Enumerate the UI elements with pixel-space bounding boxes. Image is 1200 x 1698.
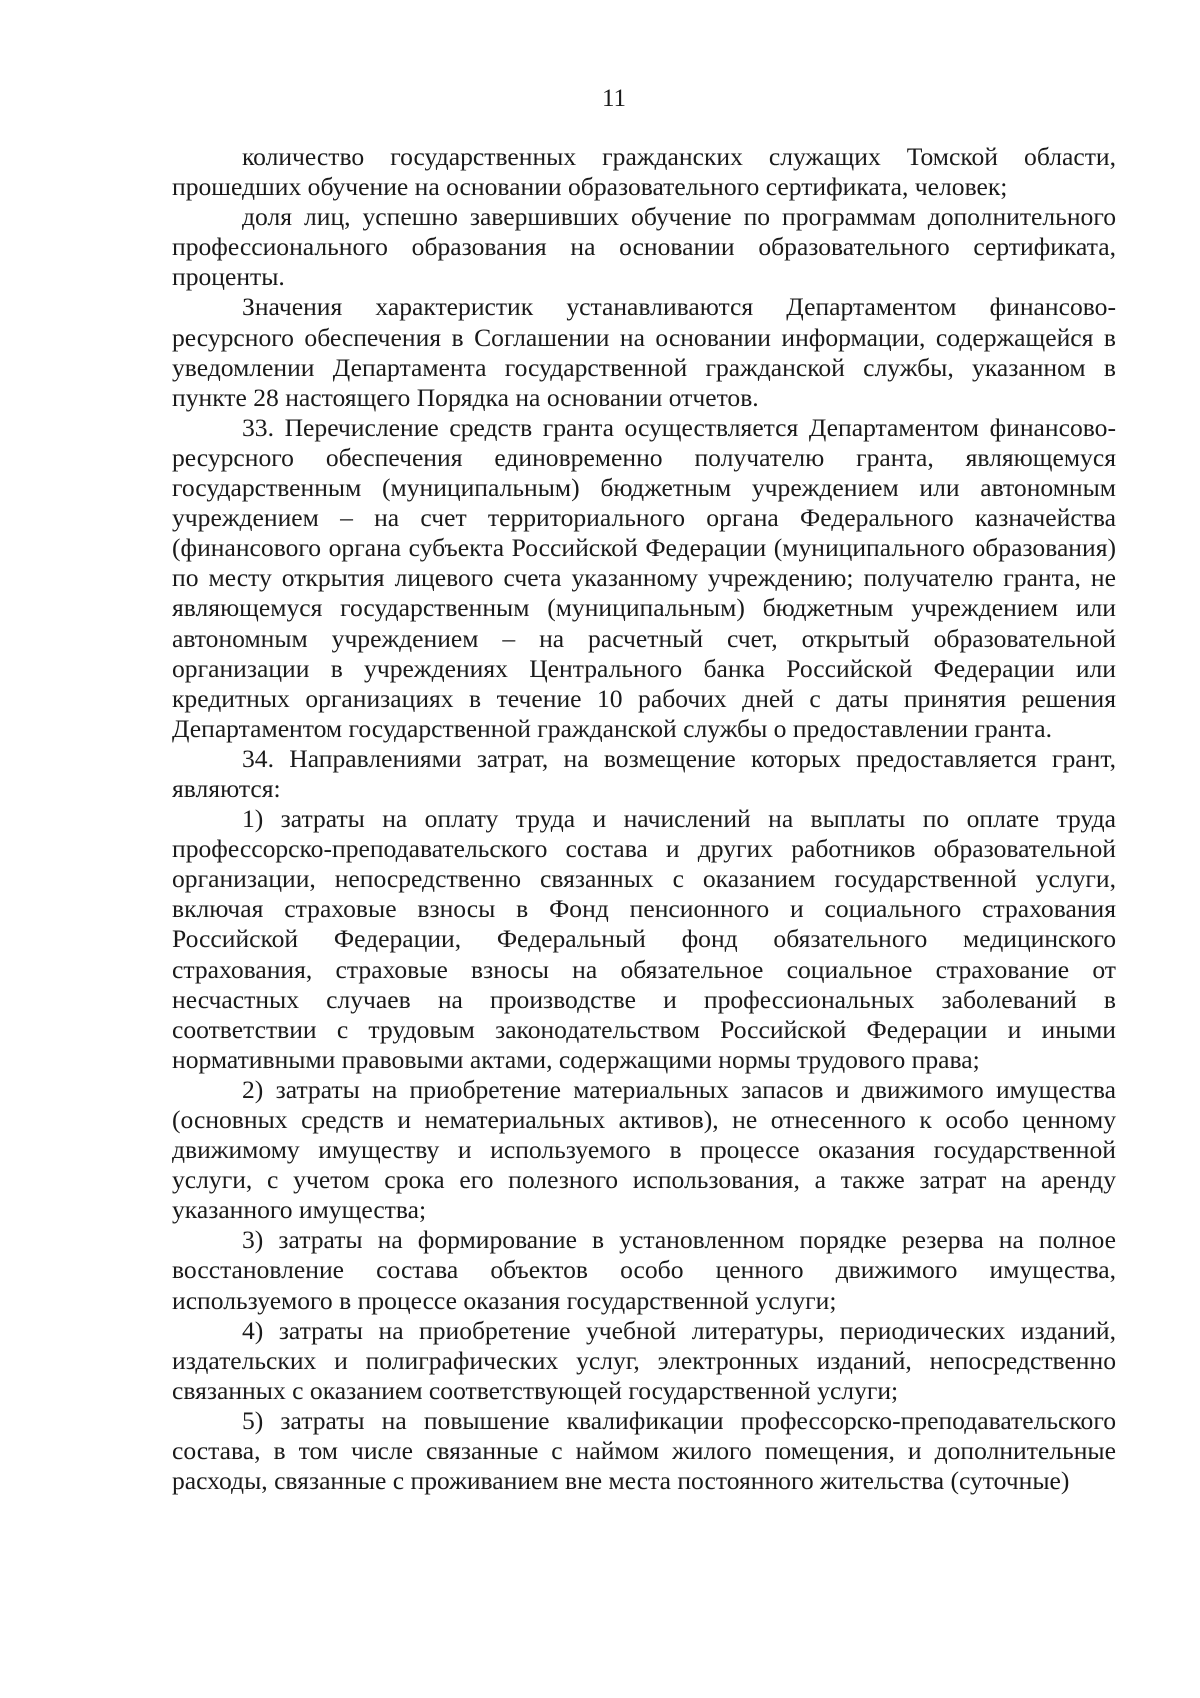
- paragraph-clause-33: 33. Перечисление средств гранта осуществляется Департаментом финансово-ресурсного обеспечения единовременно получателю гранта, являющемуся государственным (муниципальным) бюджетным учреждением или автономным учреждением – на счет территориального органа Федерального казначейства (финансового органа субъекта Российской Федерации (муниципального образования) по месту открытия лицевого счета указанному учреждению; получателю гранта, не являющемуся государственным (муниципальным) бюджетным учреждением или автономным учреждением – на расчетный счет, открытый образовательной организации в учреждениях Центрального банка Российской Федерации или кредитных организациях в течение 10 рабочих дней с даты принятия решения Департаментом государственной гражданской службы о предоставлении гранта.: [172, 412, 1116, 743]
- paragraph-item-1: 1) затраты на оплату труда и начислений на выплаты по оплате труда профессорско-преподавательского состава и других работников образовательной организации, непосредственно связанных с оказанием государственной услуги, включая страховые взносы в Фонд пенсионного и социального страхования Российской Федерации, Федеральный фонд обязательного медицинского страхования, страховые взносы на обязательное социальное страхование от несчастных случаев на производстве и профессиональных заболеваний в соответствии с трудовым законодательством Российской Федерации и иными нормативными правовыми актами, содержащими нормы трудового права;: [172, 804, 1116, 1074]
- paragraph-characteristics-values: Значения характеристик устанавливаются Департаментом финансово-ресурсного обеспечения в Соглашении на основании информации, содержащейся в уведомлении Департамента государственной гражданской службы, указанном в пункте 28 настоящего Порядка на основании отчетов.: [172, 292, 1116, 412]
- paragraph-indicator-count: количество государственных гражданских служащих Томской области, прошедших обучение на основании образовательного сертификата, человек;: [172, 142, 1116, 202]
- paragraph-clause-34: 34. Направлениями затрат, на возмещение которых предоставляется грант, являются:: [172, 743, 1116, 803]
- paragraph-item-2: 2) затраты на приобретение материальных запасов и движимого имущества (основных средств и нематериальных активов), не отнесенного к особо ценному движимому имуществу и используемого в процессе оказания государственной услуги, с учетом срока его полезного использования, а также затрат на аренду указанного имущества;: [172, 1074, 1116, 1225]
- paragraph-item-3: 3) затраты на формирование в установленном порядке резерва на полное восстановление состава объектов особо ценного движимого имущества, используемого в процессе оказания государственной услуги;: [172, 1225, 1116, 1315]
- paragraph-item-4: 4) затраты на приобретение учебной литературы, периодических изданий, издательских и полиграфических услуг, электронных изданий, непосредственно связанных с оказанием соответствующей государственной услуги;: [172, 1315, 1116, 1405]
- document-body: [172, 142, 1116, 1496]
- paragraph-indicator-share: доля лиц, успешно завершивших обучение по программам дополнительного профессионального образования на основании образовательного сертификата, проценты.: [172, 202, 1116, 292]
- page-number: 11: [601, 85, 627, 112]
- paragraph-item-5: 5) затраты на повышение квалификации профессорско-преподавательского состава, в том числе связанные с наймом жилого помещения, и дополнительные расходы, связанные с проживанием вне места постоянного жительства (суточные): [172, 1405, 1116, 1496]
